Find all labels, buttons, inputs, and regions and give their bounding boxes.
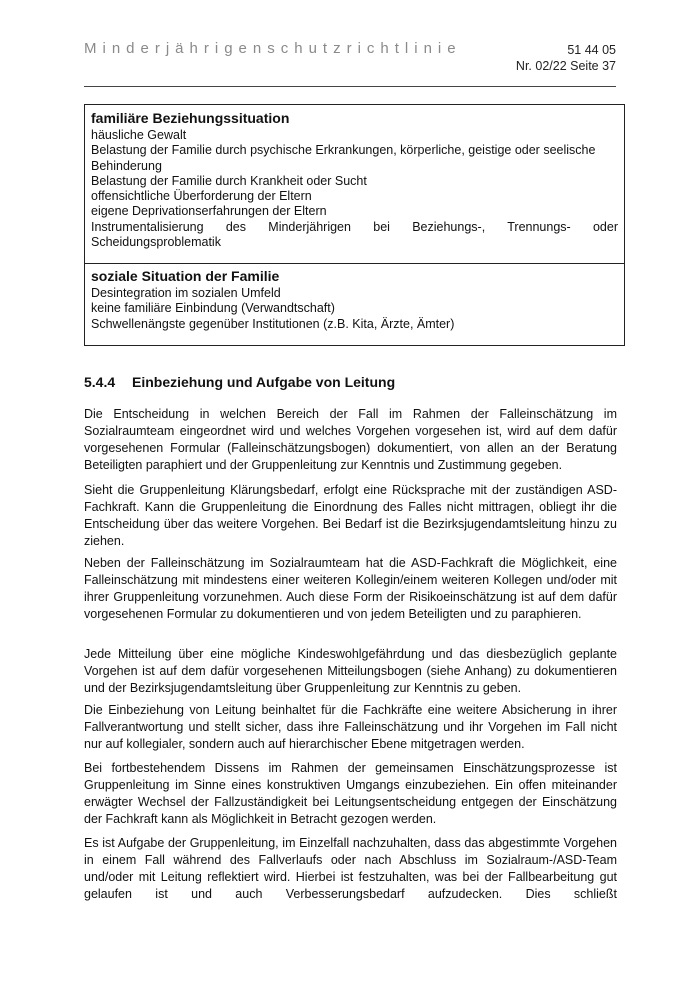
family-item: offensichtliche Überforderung der Eltern xyxy=(91,189,312,204)
family-relationship-box xyxy=(84,104,625,264)
paragraph: Die Einbeziehung von Leitung beinhaltet für die Fachkräfte eine weitere Absicherung in ihrer Fallverantwortung und stellt sicher, dass ihre Falleinschätzung und ihr Vorgehen im Fall nicht nur auf kollegialer, sondern auch auf hierarchischer Ebene mitgetragen werden. xyxy=(84,703,617,751)
family-item: häusliche Gewalt xyxy=(91,128,187,142)
family-item: eigene Deprivationserfahrungen der Eltern xyxy=(91,204,327,219)
section-title: Einbeziehung und Aufgabe von Leitung xyxy=(132,374,396,390)
social-situation-box xyxy=(84,263,625,346)
social-item: keine familiäre Einbindung (Verwandtschaft) xyxy=(91,301,335,316)
social-item: Schwellenängste gegenüber Institutionen (z.B. Kita, Ärzte, Ämter) xyxy=(91,316,455,331)
family-item: Belastung der Familie durch Krankheit oder Sucht xyxy=(91,173,367,188)
paragraph: Die Entscheidung in welchen Bereich der Fall im Rahmen der Falleinschätzung im Sozialraumteam eingeordnet wird und welches Vorgehen vorgesehen ist, wird auf dem dafür vorgesehenen Formular (Falleinschätzungsbogen) dokumentiert, von allen an der Beratung Beteiligten paraphiert und der Gruppenleitung zur Kenntnis und Zustimmung gegeben. xyxy=(84,407,617,472)
paragraph: Es ist Aufgabe der Gruppenleitung, im Einzelfall nachzuhalten, dass das abgestimmte Vorgehen in einem Fall während des Fallverlaufs oder nach Abschluss im Sozialraum-/ASD-Team und/oder mit Leitung reflektiert wird. Hierbei ist festzuhalten, was bei der Fallbearbeitung gut gelaufen ist und auch Verbesserungsbedarf aufzudecken. Dies schließt xyxy=(84,836,617,901)
document-number: 51 44 05 xyxy=(567,43,616,57)
document-reference xyxy=(516,42,616,74)
document-title: Minderjährigenschutzrichtlinie xyxy=(84,40,462,57)
section-heading xyxy=(84,374,395,390)
paragraph: Bei fortbestehendem Dissens im Rahmen der gemeinsamen Einschätzungsprozesse ist Gruppenleitung im Sinne eines konstruktiven Umgangs einzubeziehen. Ein offen miteinander erwägter Wechsel der Fallzuständigkeit bei Leitungsentscheidung entgegen der Einschätzung der Fachkraft kann als Möglichkeit in Betracht gezogen werden. xyxy=(84,761,617,826)
section-number: 5.4.4 xyxy=(84,374,116,390)
social-item: Desintegration im sozialen Umfeld xyxy=(91,286,281,300)
social-situation-title: soziale Situation der Familie xyxy=(91,268,280,284)
paragraph: Sieht die Gruppenleitung Klärungsbedarf, erfolgt eine Rücksprache mit der zuständigen ASD-Fachkraft. Kann die Gruppenleitung die Einordnung des Falles nicht mittragen, obliegt ihr die Entscheidung über das weitere Vorgehen. Bei Bedarf ist die Bezirksjugendamtsleitung hinzu zu ziehen. xyxy=(84,483,617,548)
paragraph: Neben der Falleinschätzung im Sozialraumteam hat die ASD-Fachkraft die Möglichkeit, eine Falleinschätzung mit mindestens einer weiteren Kollegin/einem weiteren Kollegen und/oder mit ihrer Gruppenleitung vorzunehmen. Auch diese Form der Risikoeinschätzung ist auf dem dafür vorgesehenen Formular zu dokumentieren und von jedem Beteiligten und zu paraphieren. xyxy=(84,556,617,621)
page-reference: Nr. 02/22 Seite 37 xyxy=(515,59,616,73)
family-item: Belastung der Familie durch psychische Erkrankungen, körperliche, geistige oder seelische Behinderung xyxy=(91,143,596,173)
header-divider xyxy=(84,86,616,87)
paragraph: Jede Mitteilung über eine mögliche Kindeswohlgefährdung und das diesbezüglich geplante Vorgehen ist auf dem dafür vorgesehenen Mitteilungsbogen (siehe Anhang) zu dokumentieren und der Bezirksjugendamtsleitung über Gruppenleitung zur Kenntnis zu geben. xyxy=(84,647,617,695)
family-item: Instrumentalisierung des Minderjährigen bei Beziehungs-, Trennungs- oder Scheidungsproblematik xyxy=(91,219,618,250)
family-relationship-title: familiäre Beziehungssituation xyxy=(91,110,290,126)
